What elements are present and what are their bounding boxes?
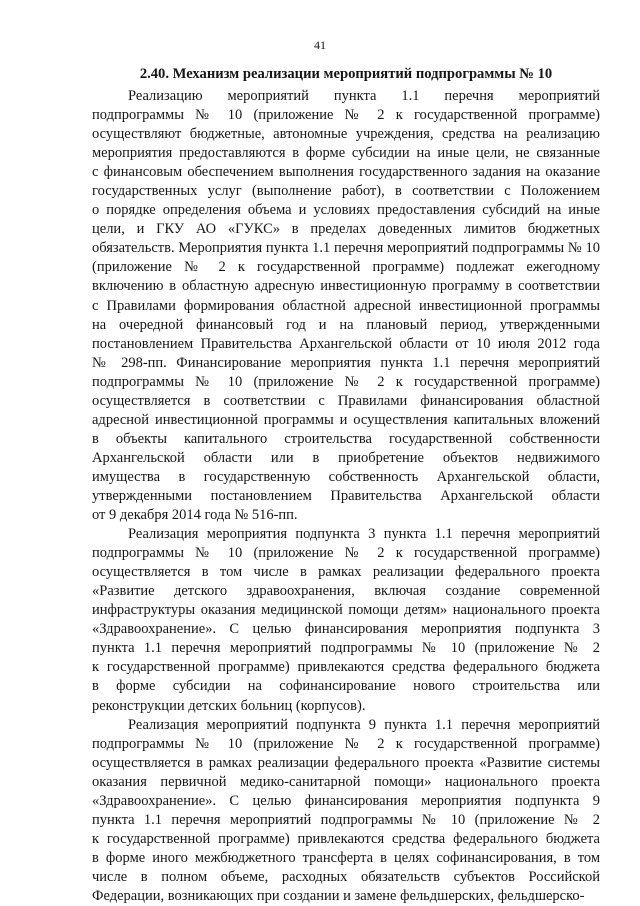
text-line: обязательств. Мероприятия пункта 1.1 перечня мероприятий подпрограммы № 10 [92,240,600,257]
text-line: в объекты капитального строительства государственной собственности [92,430,600,447]
text-line: Федерации, возникающих при создании и замене фельдшерских, фельдшерско- [92,887,585,904]
text-line: подпрограммы № 10 (приложение № 2 к государственной программе) [92,735,600,752]
text-line: от 9 декабря 2014 года № 516-пп. [92,507,298,524]
text-line: (приложение № 2 к государственной программе) подлежат ежегодному [92,259,600,276]
text-line: имущества в государственную собственность Архангельской области, [92,468,600,485]
text-line: осуществляется в соответствии с Правилами финансирования областной [92,392,600,409]
document-body [92,87,600,906]
text-line: постановлением Правительства Архангельской области от 10 июля 2012 года [92,335,600,352]
text-line: Реализацию мероприятий пункта 1.1 перечня мероприятий [128,88,600,104]
text-line: осуществляют бюджетные, автономные учреждения, средства на реализацию [92,126,600,143]
text-line: реконструкции детских больниц (корпусов). [92,697,366,714]
text-line: в форме иного межбюджетного трансферта в целях софинансирования, в том [92,849,600,866]
text-line: подпрограммы № 10 (приложение № 2 к государственной программе) [92,373,600,390]
text-line: подпрограммы № 10 (приложение № 2 к государственной программе) [92,107,600,124]
text-line: мероприятия предоставляются в форме субсидии на иные цели, не связанные [92,145,600,162]
text-line: к государственной программе) привлекаются средства федерального бюджета [92,659,600,676]
text-line: включению в областную адресную инвестиционную программу в соответствии [92,278,600,295]
text-line: в форме субсидии на софинансирование нового строительства или [92,678,600,695]
section-heading: 2.40. Механизм реализации мероприятий подпрограммы № 10 [139,66,553,82]
text-line: пункта 1.1 перечня мероприятий подпрограммы № 10 (приложение № 2 [92,640,600,657]
paragraph-3 [92,716,600,906]
text-line: с финансовым обеспечением выполнения государственного задания на оказание [92,164,600,181]
text-line: оказания первичной медико-санитарной помощи» национального проекта [92,773,600,790]
page-number: 41 [314,38,326,52]
text-line: адресной инвестиционной программы и осуществления капитальных вложений [92,411,600,428]
text-line: пункта 1.1 перечня мероприятий подпрограммы № 10 (приложение № 2 [92,811,600,828]
text-line: инфраструктуры оказания медицинской помощи детям» национального проекта [92,602,600,619]
paragraph-2 [92,525,600,715]
text-line: № 298-пп. Финансирование мероприятия пункта 1.1 перечня мероприятий [92,354,600,371]
paragraph-1 [92,87,600,525]
text-line: утвержденными постановлением Правительства Архангельской области [92,487,600,504]
text-line: Архангельской области или в приобретение объектов недвижимого [92,449,600,466]
text-line: цели, и ГКУ АО «ГУКС» в пределах доведенных лимитов бюджетных [92,221,600,238]
text-line: на очередной финансовый год и на плановый период, утвержденными [92,316,600,333]
text-line: «Развитие детского здравоохранения, включая создание современной [92,583,600,600]
text-line: с Правилами формирования областной адресной инвестиционной программы [92,297,600,314]
text-line: Реализация мероприятия подпункта 3 пункта 1.1 перечня мероприятий [128,526,600,543]
text-line: Реализация мероприятий подпункта 9 пункта 1.1 перечня мероприятий [128,716,600,733]
text-line: подпрограммы № 10 (приложение № 2 к государственной программе) [92,545,600,562]
text-line: «Здравоохранение». С целью финансирования мероприятия подпункта 9 [92,792,600,809]
text-line: осуществляется в том числе в рамках реализации федерального проекта [92,564,600,581]
text-line: о порядке определения объема и условиях предоставления субсидий на иные [92,202,600,219]
text-line: государственных услуг (выполнение работ), в соответствии с Положением [92,183,600,200]
text-line: к государственной программе) привлекаются средства федерального бюджета [92,830,600,847]
text-line: числе в полном объеме, расходных обязательств субъектов Российской [92,868,600,885]
text-line: осуществляется в рамках реализации федерального проекта «Развитие системы [92,754,600,771]
text-line: «Здравоохранение». С целью финансирования мероприятия подпункта 3 [92,621,600,638]
